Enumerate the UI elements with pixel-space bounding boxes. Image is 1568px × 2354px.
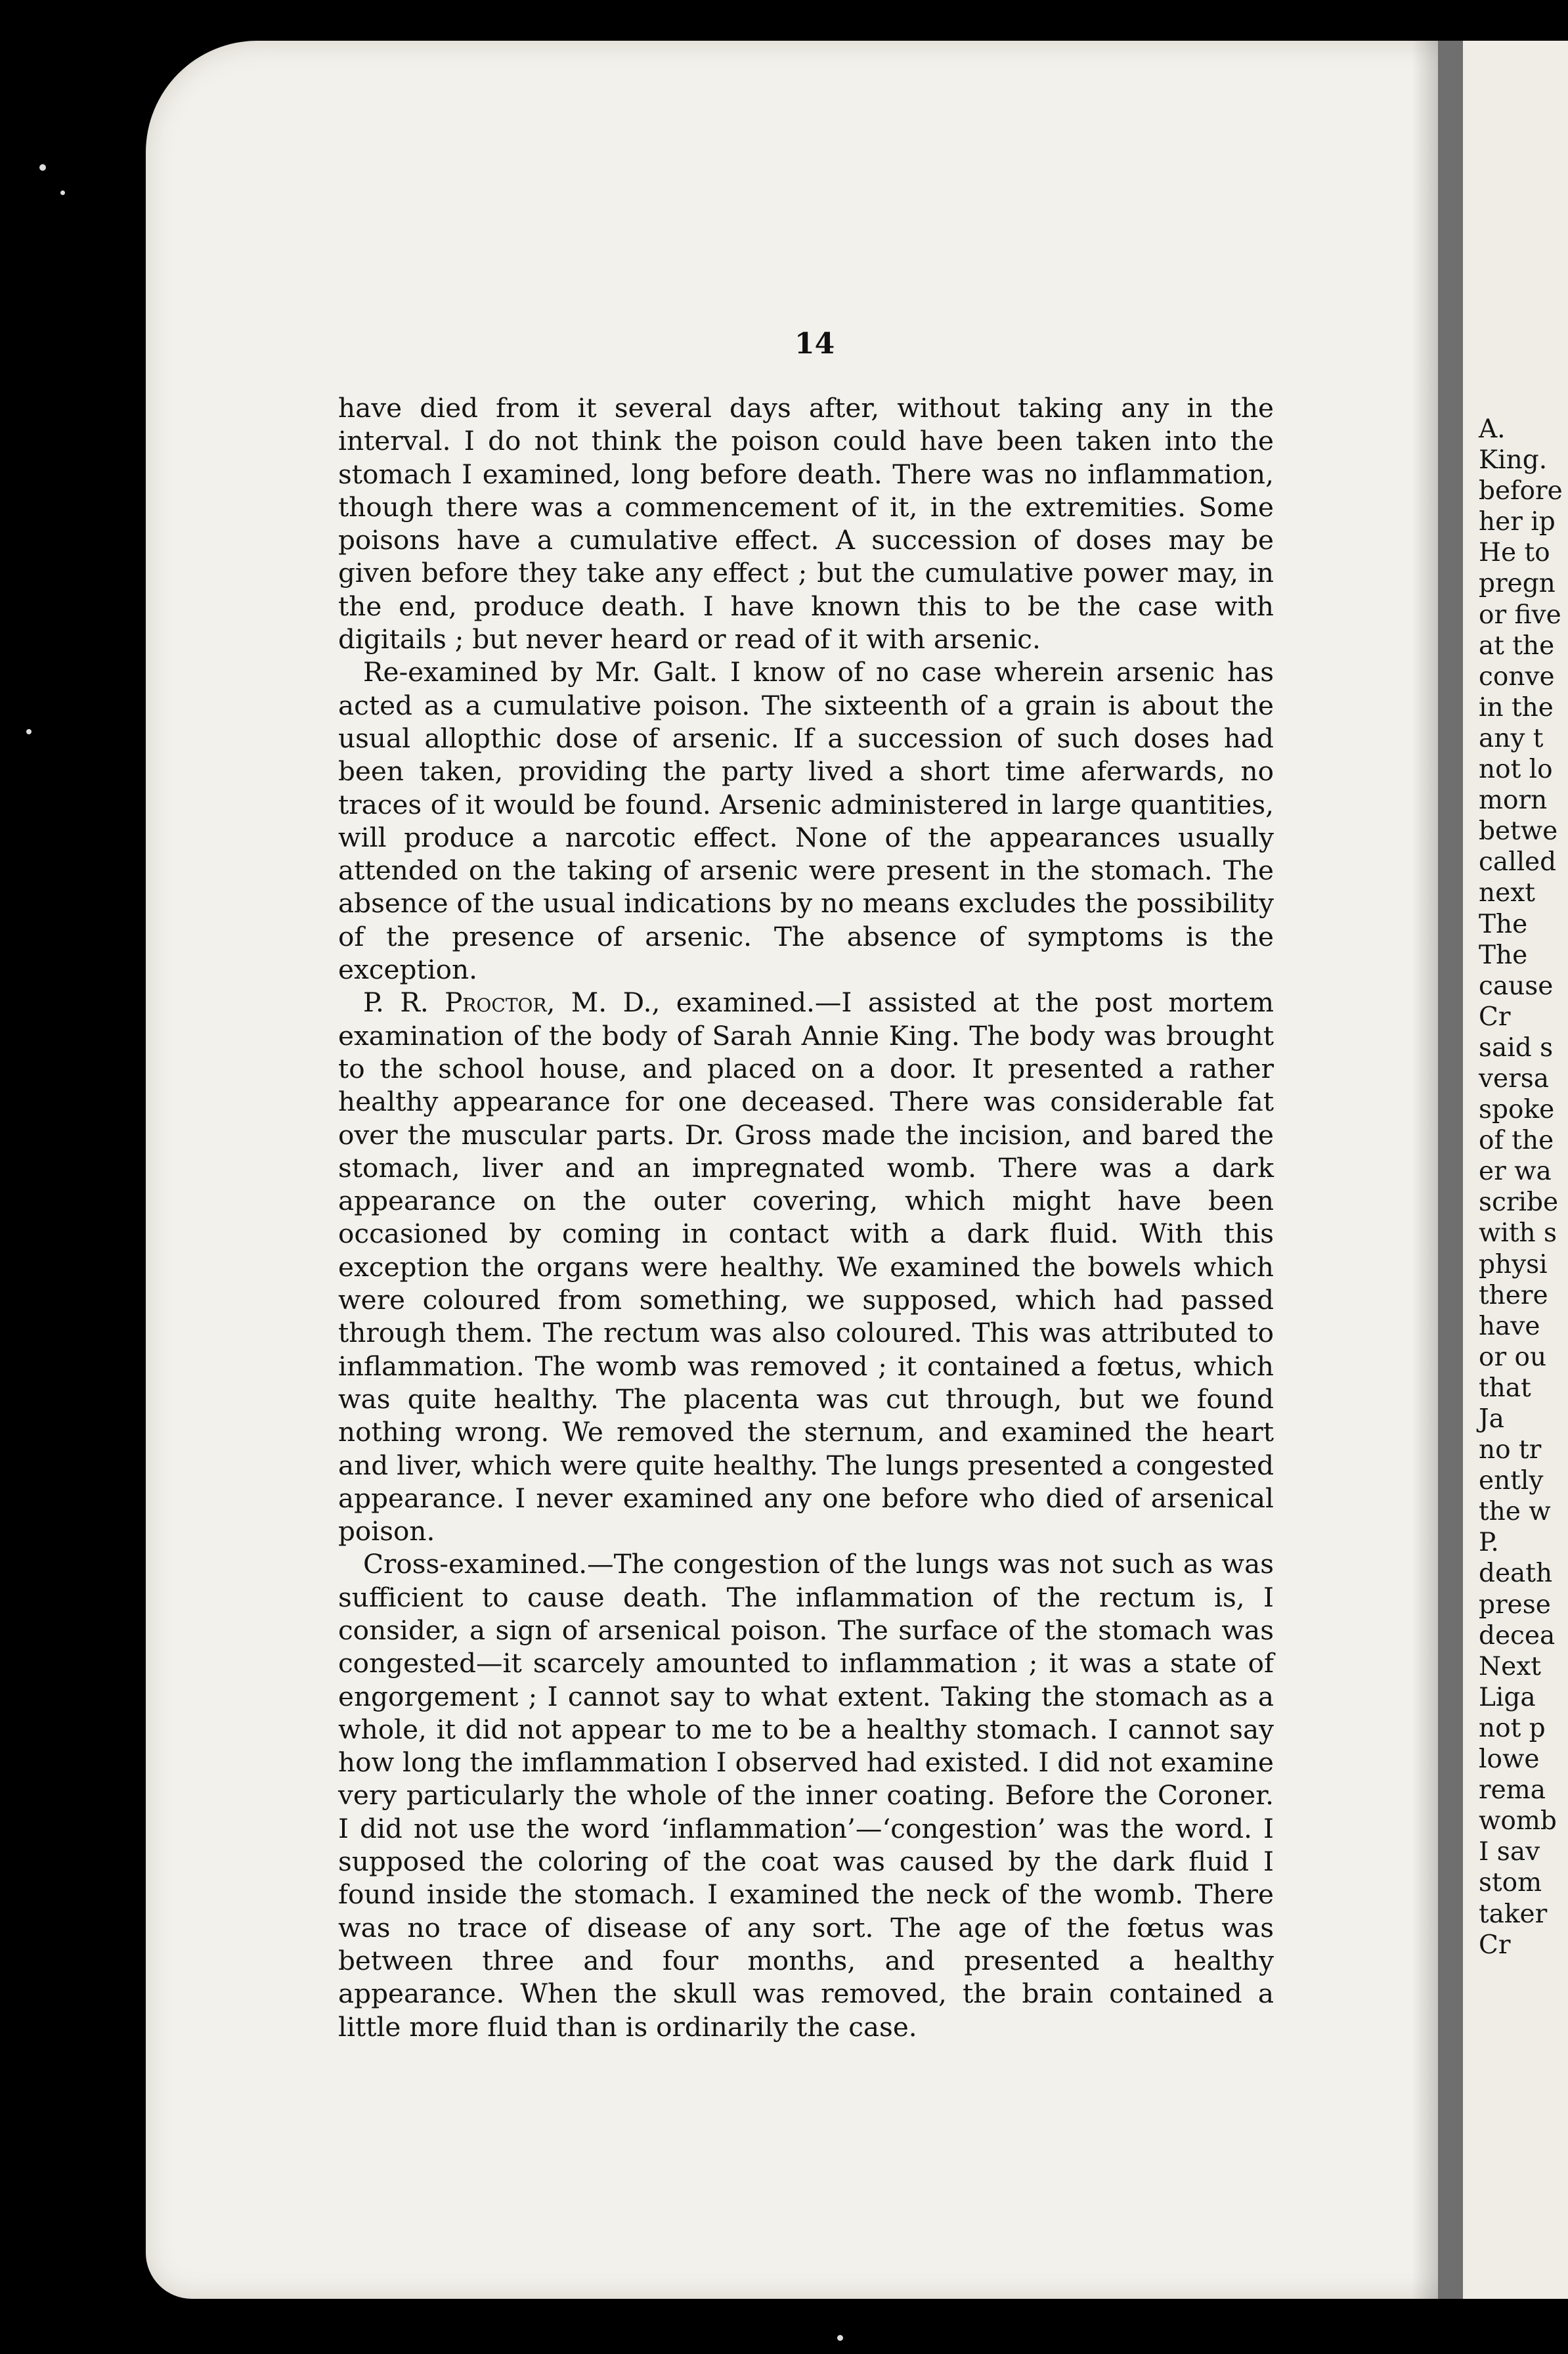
right-page-line: have — [1479, 1311, 1540, 1341]
right-page-line: any t — [1479, 723, 1544, 753]
right-page-line: spoke — [1479, 1095, 1555, 1125]
right-page-line: not lo — [1479, 755, 1553, 785]
right-page-line: Cr — [1479, 1930, 1511, 1960]
right-page-line: that — [1479, 1373, 1531, 1403]
right-page-line: ently — [1479, 1466, 1544, 1496]
right-page-line: called — [1479, 847, 1557, 877]
right-page-line: The — [1479, 909, 1528, 939]
paragraph-testimony-continued: have died from it several days after, without taking any in the interval. I do not think the poison could have been taken into the stomach I examined, long before death. There was no inflammation, though there was a commencement of it, in the extremities. Some poisons have a cumulative effect. A succession of doses may be given before they take any effect ; but the cumulative power may, in the end, produce death. I have known this to be the case with digitails ; but never heard or read of it with arsenic. — [338, 392, 1274, 655]
right-page-line: rema — [1479, 1775, 1546, 1806]
right-page-line: taker — [1479, 1899, 1548, 1929]
right-page-line: before — [1479, 476, 1563, 506]
right-page-text — [1479, 414, 1568, 1961]
right-page-line: at the — [1479, 631, 1555, 661]
scan-speck — [837, 2335, 843, 2341]
right-page-line: her ip — [1479, 507, 1556, 537]
right-page-line: said s — [1479, 1033, 1554, 1063]
right-page — [1463, 41, 1568, 2299]
right-page-line: stom — [1479, 1868, 1542, 1898]
right-page-line: The — [1479, 940, 1528, 970]
right-page-line: death — [1479, 1559, 1553, 1589]
right-page-line: I sav — [1479, 1837, 1540, 1867]
right-page-line: with s — [1479, 1218, 1557, 1249]
right-page-line: or ou — [1479, 1342, 1547, 1372]
right-page-line: not p — [1479, 1713, 1546, 1743]
right-page-line: betwe — [1479, 816, 1558, 847]
right-page-line: scribe — [1479, 1188, 1559, 1218]
right-page-line: He to — [1479, 538, 1550, 568]
right-page-line: King. — [1479, 445, 1548, 476]
right-page-line: or five — [1479, 600, 1561, 630]
right-page-line: er wa — [1479, 1157, 1552, 1187]
text-column — [338, 391, 1274, 2043]
right-page-line: the w — [1479, 1497, 1551, 1527]
right-page-line: physi — [1479, 1249, 1548, 1279]
paragraph-cross-examined: Cross-examined.—The congestion of the lungs was not such as was sufficient to cause death. The inflammation of the rectum is, I consider, a sign of arsenical poison. The surface of the stomach was congested—it scarcely amounted to inflammation ; it was a state of engorgement ; I cannot say to what extent. Taking the stomach as a whole, it did not appear to me to be a healthy stomach. I cannot say how long the imflammation I observed had existed. I did not examine very particularly the whole of the inner coating. Before the Coroner. I did not use the word ‘inflammation’—‘congestion’ was the word. I supposed the coloring of the coat was caused by the dark fluid I found inside the stomach. I examined the neck of the womb. There was no trace of disease of any sort. The age of the fœtus was between three and four months, and presented a healthy appearance. When the skull was removed, the brain contained a little more fluid than is ordinarily the case. — [338, 1548, 1274, 2043]
paragraph-proctor-text: examined.—I assisted at the post mortem examination of the body of Sarah Annie King. The body was brought to the school house, and placed on a door. It presented a rather healthy appearance for one deceased. There was considerable fat over the muscular parts. Dr. Gross made the incision, and bared the stomach, liver and an impregnated womb. There was a dark appearance on the outer covering, which might have been occasioned by coming in contact with a dark fluid. With this exception the organs were healthy. We examined the bowels which were coloured from something, we supposed, which had passed through them. The rectum was also coloured. This was attributed to inflammation. The womb was removed ; it contained a fœtus, which was quite healthy. The placenta was cut through, but we found nothing wrong. We removed the sternum, and examined the heart and liver, which were quite healthy. The lungs presented a congested appearance. I never examined any one before who died of arsenical poison. — [338, 987, 1274, 1547]
book-gutter — [1438, 41, 1463, 2299]
paragraph-re-examined: Re-examined by Mr. Galt. I know of no case wherein arsenic has acted as a cumulative poison. The sixteenth of a grain is about the usual allopthic dose of arsenic. If a succession of such doses had been taken, providing the party lived a short time aferwards, no traces of it would be found. Arsenic administered in large quantities, will produce a narcotic effect. None of the appearances usually attended on the taking of arsenic were present in the stomach. The absence of the usual indications by no means excludes the possibility of the presence of arsenic. The absence of symptoms is the exception. — [338, 656, 1274, 986]
paragraph-proctor-examined — [338, 986, 1274, 1547]
right-page-line: A. — [1479, 414, 1506, 444]
right-page-line: pregn — [1479, 569, 1556, 599]
page-edge-shadow — [1412, 41, 1438, 2299]
page-number: 14 — [795, 327, 835, 361]
right-page-line: morn — [1479, 786, 1548, 816]
right-page-line: next — [1479, 878, 1535, 908]
right-page-line: Ja — [1479, 1404, 1504, 1434]
right-page-line: versa — [1479, 1063, 1550, 1094]
right-page-line: in the — [1479, 692, 1554, 722]
right-page-line: Cr — [1479, 1002, 1511, 1032]
right-page-line: Liga — [1479, 1682, 1536, 1712]
scan-speck — [39, 164, 46, 171]
right-page-line: no tr — [1479, 1435, 1542, 1465]
scan-speck — [26, 729, 32, 734]
right-page-line: P. — [1479, 1528, 1499, 1558]
right-page-line: of the — [1479, 1126, 1554, 1156]
right-page-line: cause — [1479, 971, 1554, 1001]
right-page-line: conve — [1479, 661, 1555, 692]
right-page-line: decea — [1479, 1620, 1556, 1651]
right-page-line: womb — [1479, 1806, 1557, 1836]
speaker-name: P. R. Proctor, M. D., — [363, 987, 661, 1019]
right-page-line: prese — [1479, 1589, 1551, 1620]
right-page-line: there — [1479, 1280, 1548, 1310]
right-page-line: lowe — [1479, 1744, 1540, 1775]
right-page-line: Next — [1479, 1651, 1541, 1681]
scan-speck — [60, 190, 65, 195]
